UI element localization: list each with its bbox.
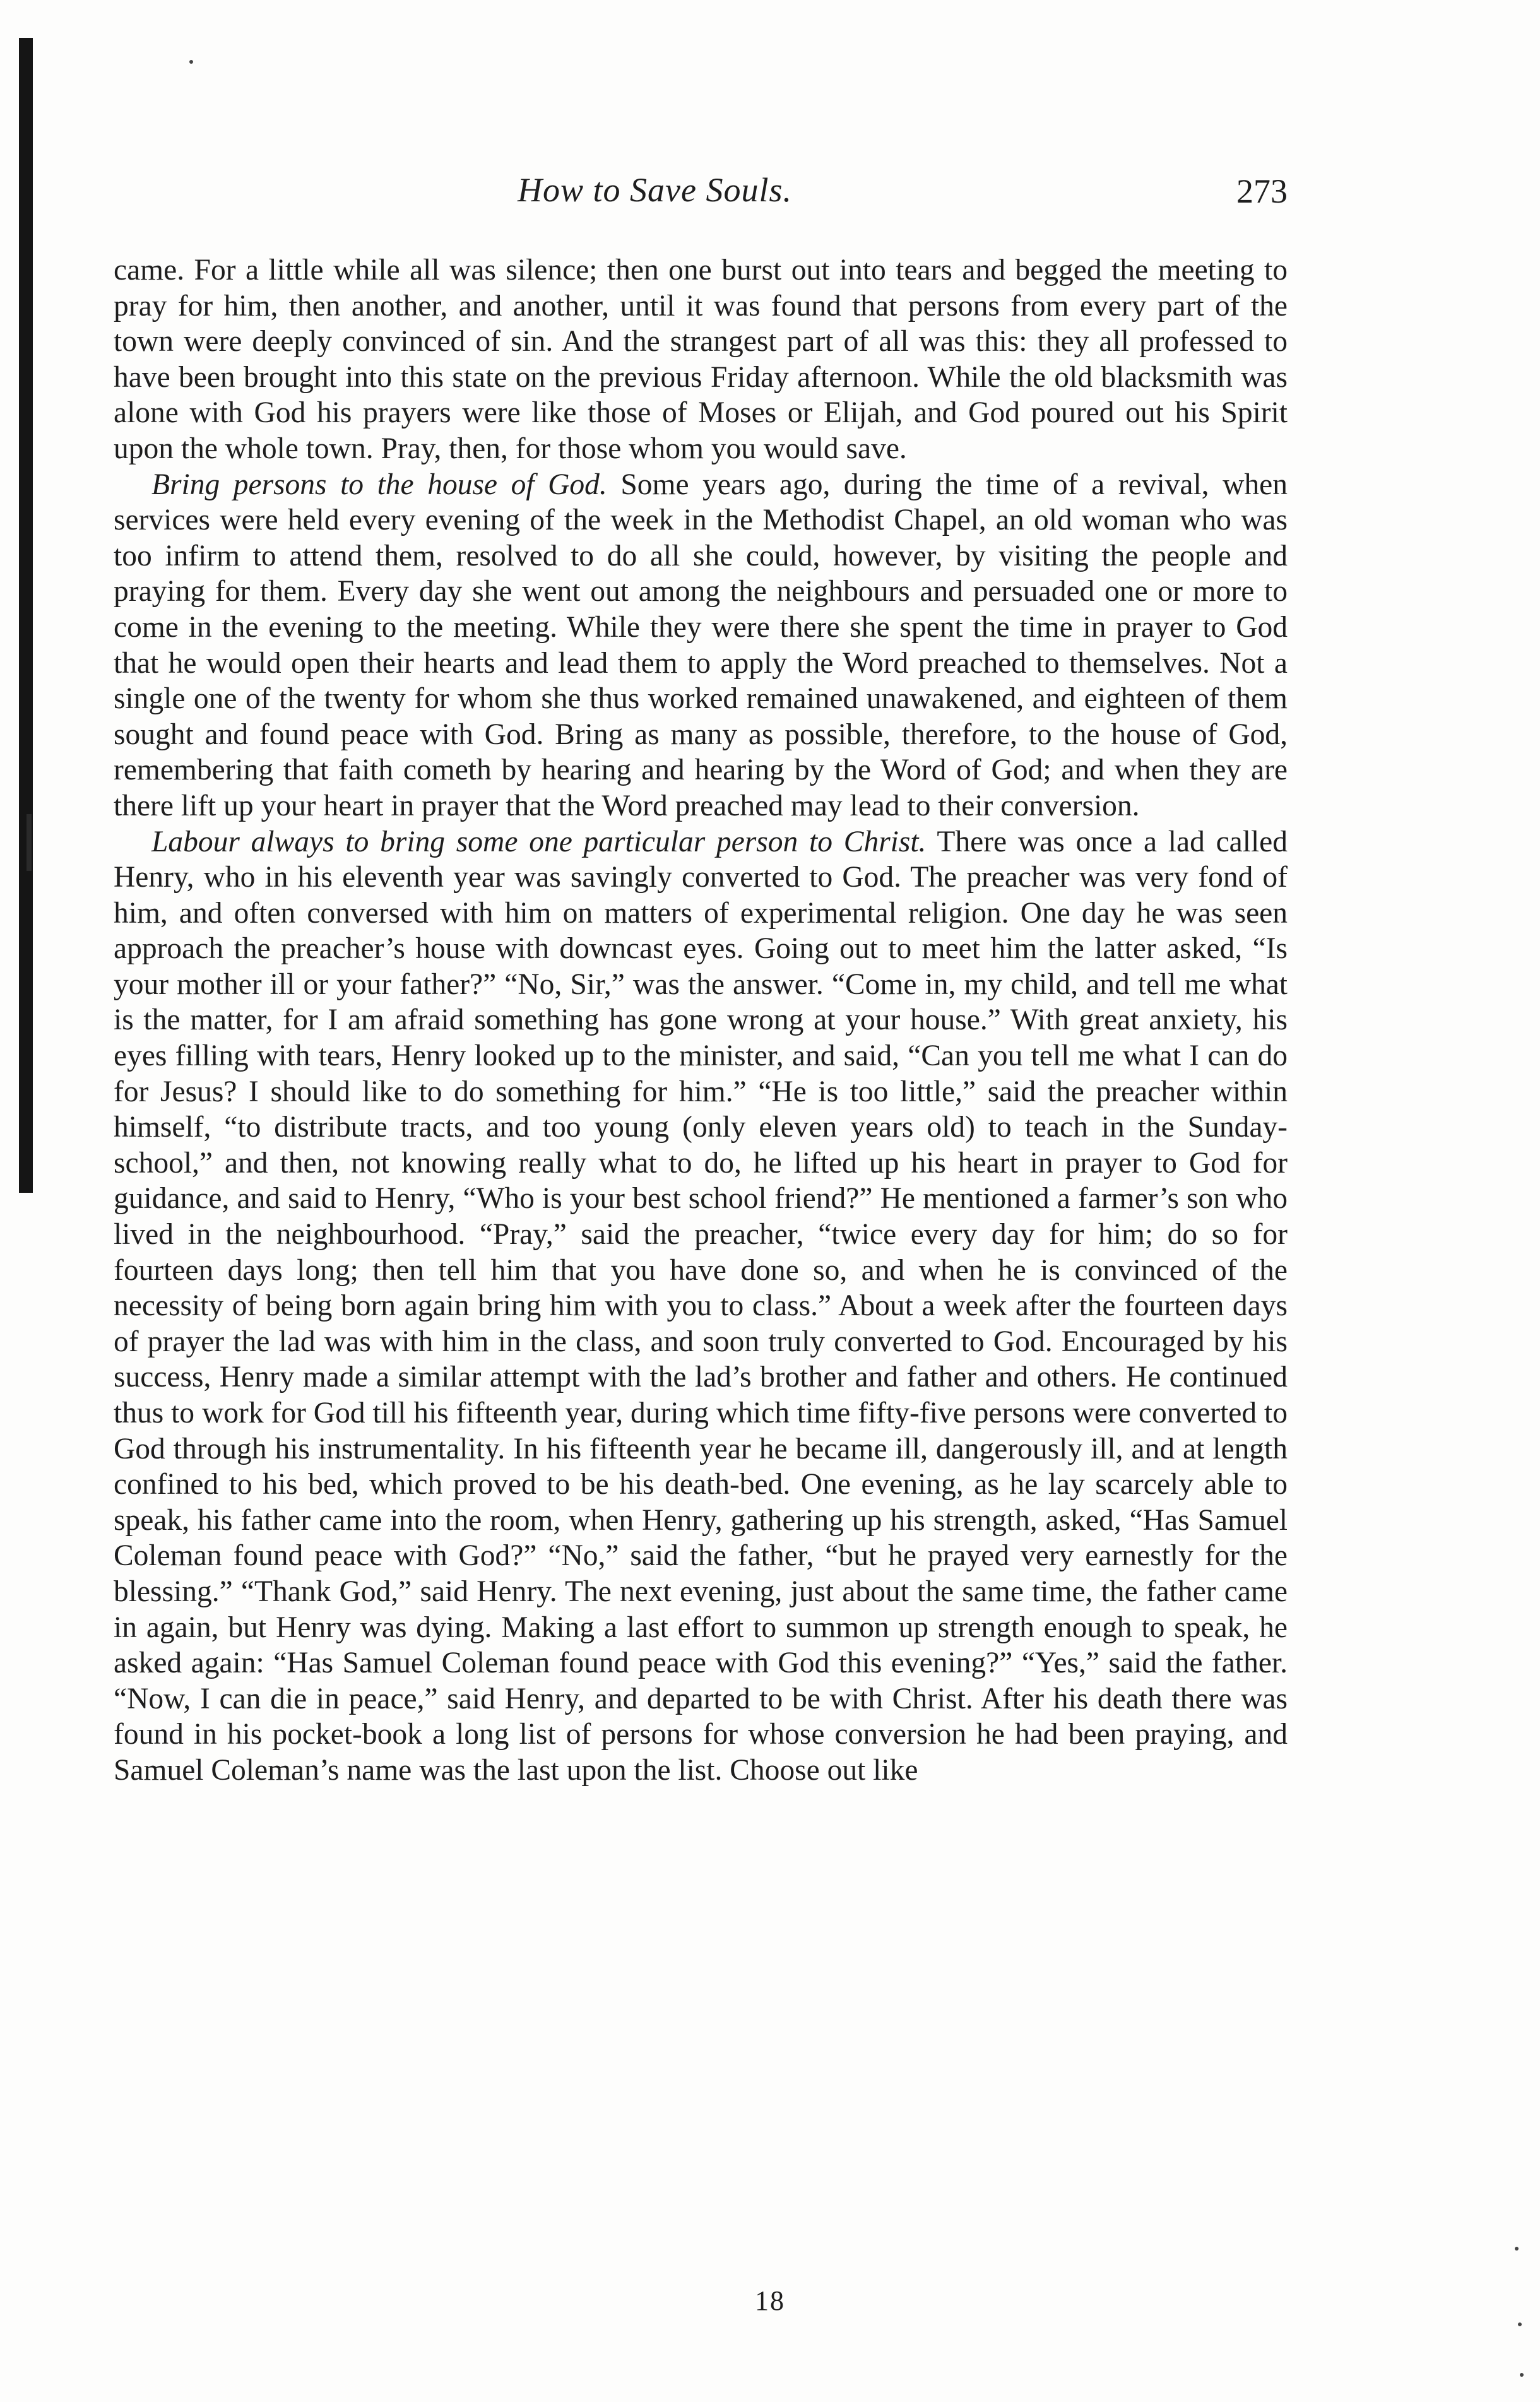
paragraph-2 — [114, 467, 1288, 824]
margin-speck — [1518, 2322, 1522, 2326]
margin-speck — [1520, 2373, 1524, 2377]
paragraph-3 — [114, 824, 1288, 1789]
margin-speck — [1515, 2247, 1519, 2251]
paragraph-3-text: There was once a lad called Henry, who in his eleventh year was savingly converted to God. The preacher was very fond of him, and often conversed with him on matters of experimental religion. One day he was seen approach the preacher’s house with downcast eyes. Going out to meet him the latter asked, “Is your mother ill or your father?” “No, Sir,” was the answer. “Come in, my child, and tell me what is the matter, for I am afraid something has gone wrong at your house.” With great anxiety, his eyes filling with tears, Henry looked up to the minister, and said, “Can you tell me what I can do for Jesus? I should like to do something for him.” “He is too little,” said the preacher within himself, “to distribute tracts, and too young (only eleven years old) to teach in the Sunday-school,” and then, not knowing really what to do, he lifted up his heart in prayer to God for guidance, and said to Henry, “Who is your best school friend?” He mentioned a farmer’s son who lived in the neighbourhood. “Pray,” said the preacher, “twice every day for him; do so for fourteen days long; then tell him that you have done so, and when he is convinced of the necessity of being born again bring him with you to class.” About a week after the fourteen days of prayer the lad was with him in the class, and soon truly converted to God. Encouraged by his success, Henry made a similar attempt with the lad’s brother and father and others. He continued thus to work for God till his fifteenth year, during which time fifty-five persons were converted to God through his instrumentality. In his fifteenth year he became ill, dangerously ill, and at length confined to his bed, which proved to be his death-bed. One evening, as he lay scarcely able to speak, his father came into the room, when Henry, gathering up his strength, asked, “Has Samuel Coleman found peace with God?” “No,” said the father, “but he prayed very earnestly for the blessing.” “Thank God,” said Henry. The next evening, just about the same time, the father came in again, but Henry was dying. Making a last effort to summon up strength enough to speak, he asked again: “Has Samuel Coleman found peace with God this evening?” “Yes,” said the father. “Now, I can die in peace,” said Henry, and departed to be with Christ. After his death there was found in his pocket-book a long list of persons for whose conversion he had been praying, and Samuel Coleman’s name was the last upon the list. Choose out like — [114, 825, 1288, 1787]
paragraph-1-text: came. For a little while all was silence; then one burst out into tears and begged the meeting to pray for him, then another, and another, until it was found that persons from every part of the town were deeply convinced of sin. And the strangest part of all was this: they all professed to have been brought into this state on the previous Friday afternoon. While the old blacksmith was alone with God his prayers were like those of Moses or Elijah, and God poured out his Spirit upon the whole town. Pray, then, for those whom you would save. — [114, 254, 1288, 465]
binding-edge-shadow — [19, 38, 33, 1193]
signature-mark: 18 — [755, 2285, 785, 2316]
paragraph-2-lead: Bring persons to the house of God. — [151, 468, 607, 501]
margin-speck — [189, 60, 193, 64]
page-number: 273 — [1236, 172, 1288, 210]
paragraph-3-lead: Labour always to bring some one particular person to Christ. — [151, 825, 927, 858]
body-text — [114, 252, 1288, 1789]
paragraph-2-text: Some years ago, during the time of a revival, when services were held every evening of the week in the Methodist Chapel, an old woman who was too infirm to attend them, resolved to do all she could, however, by visiting the people and praying for them. Every day she went out among the neighbours and persuaded one or more to come in the evening to the meeting. While they were there she spent the time in prayer to God that he would open their hearts and lead them to apply the Word preached to themselves. Not a single one of the twenty for whom she thus worked remained unawakened, and eighteen of them sought and found peace with God. Bring as many as possible, therefore, to the house of God, remembering that faith cometh by hearing and hearing by the Word of God; and when they are there lift up your heart in prayer that the Word preached may lead to their conversion. — [114, 468, 1288, 822]
running-head — [114, 170, 1288, 234]
paragraph-1 — [114, 252, 1288, 467]
running-title: How to Save Souls. — [518, 171, 792, 209]
binding-edge-speck — [27, 814, 32, 871]
